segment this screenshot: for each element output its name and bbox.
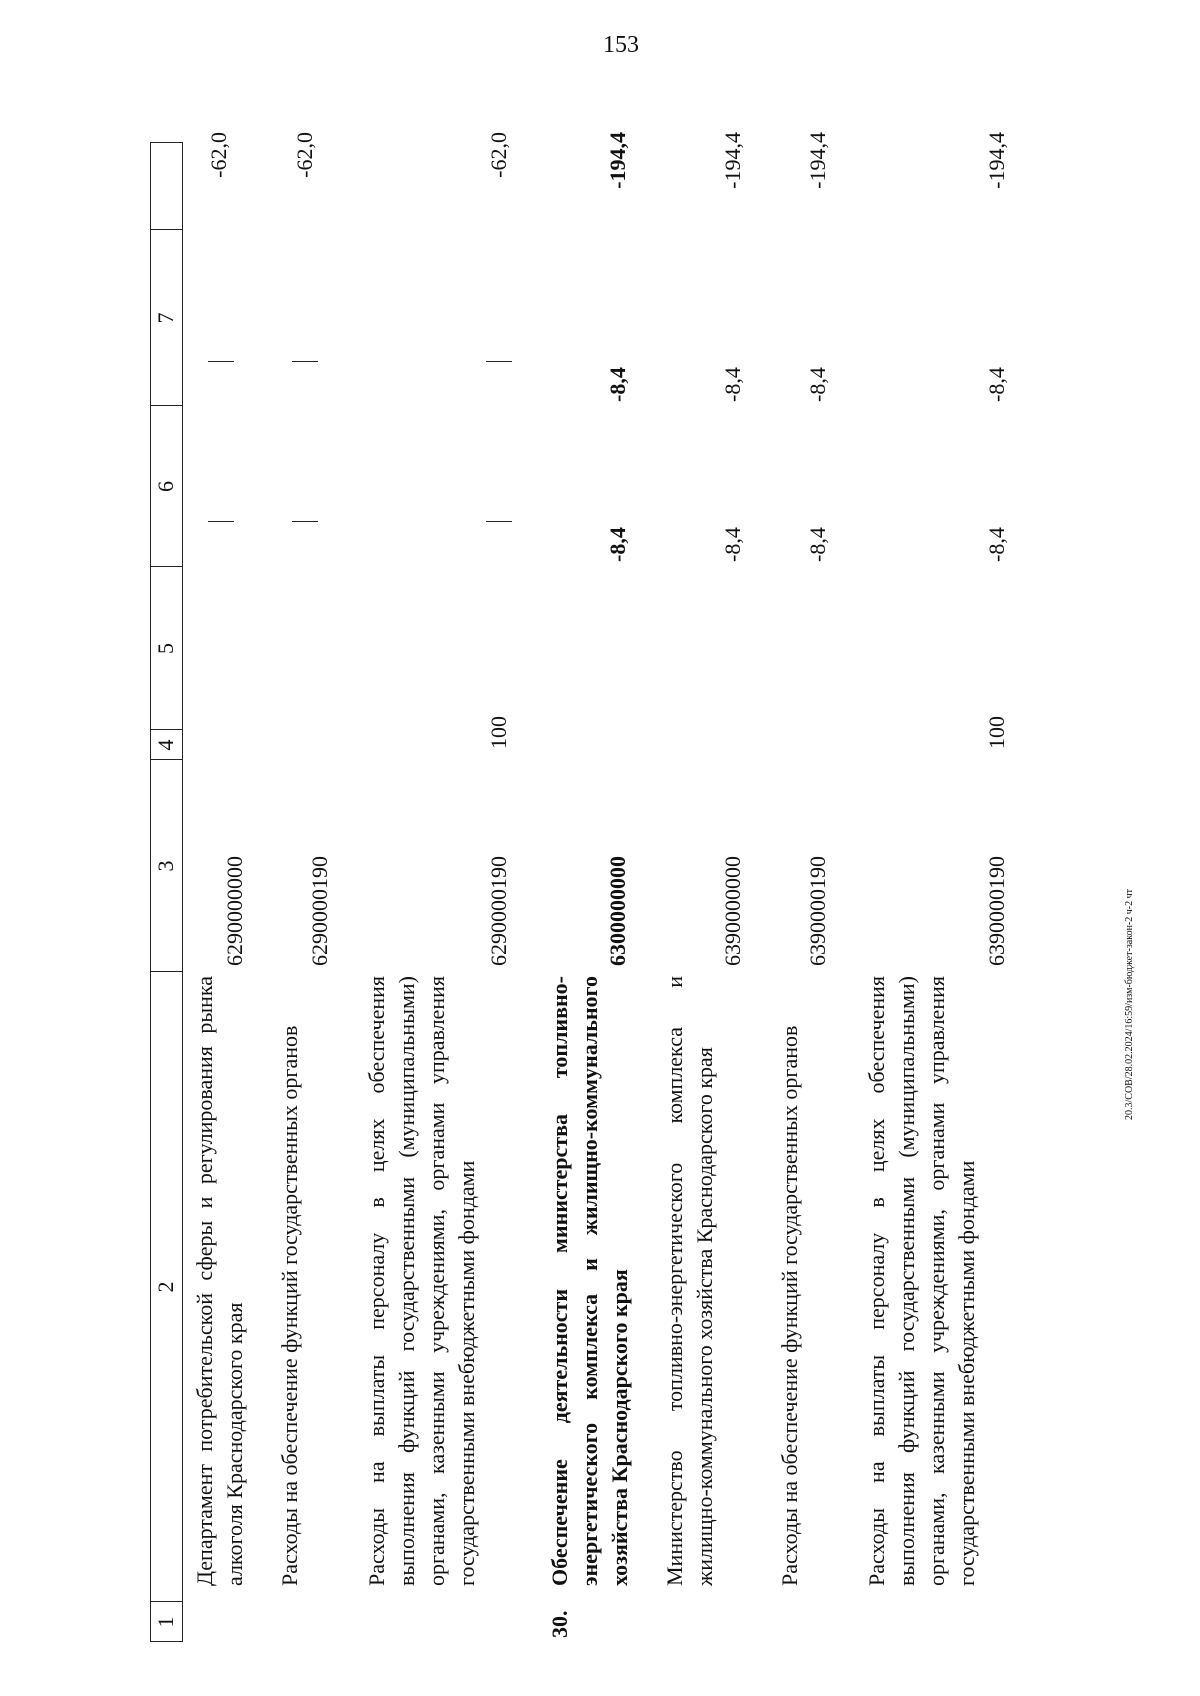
header-col-4: 4 bbox=[153, 739, 178, 751]
header-bottom-border bbox=[182, 142, 183, 1642]
row-2-code: 6290000190 bbox=[307, 856, 332, 966]
row-6-name: Расходы на обеспечение функций государственных органов bbox=[777, 1025, 802, 1586]
row-5-col7: -194,4 bbox=[720, 132, 745, 189]
header-col-2: 2 bbox=[153, 1281, 178, 1293]
row-1-col6-dash bbox=[208, 361, 234, 362]
row-2-name: Расходы на обеспечение функций государственных органов bbox=[277, 1025, 302, 1586]
row-5-name: Министерство топливно-энергетического комплекса и жилищно-коммунального хозяйства Краснодарского края bbox=[662, 976, 717, 1586]
budget-table bbox=[150, 132, 1070, 1642]
row-5-code: 6390000000 bbox=[720, 856, 745, 966]
row-7-name: Расходы на выплаты персоналу в целях обеспечения выполнения функций государственными (муниципальными) органами, казенными учреждениями, органами управления государственными внебюджетными фондами bbox=[864, 976, 979, 1586]
row-6-col5: -8,4 bbox=[805, 527, 830, 562]
row-4-code: 6300000000 bbox=[605, 856, 630, 966]
row-3-code: 6290000190 bbox=[486, 856, 511, 966]
row-4-col6: -8,4 bbox=[605, 367, 630, 402]
row-6-col7: -194,4 bbox=[805, 132, 830, 189]
row-1-code: 6290000000 bbox=[222, 856, 247, 966]
header-col-5: 5 bbox=[153, 643, 178, 654]
row-3-col6-dash bbox=[486, 361, 512, 362]
row-5-col6: -8,4 bbox=[720, 367, 745, 402]
table-top-border bbox=[150, 142, 151, 1642]
row-7-type: 100 bbox=[984, 716, 1009, 749]
row-2-col6-dash bbox=[292, 361, 318, 362]
row-2-col5-dash bbox=[292, 521, 318, 522]
row-4-name: Обеспечение деятельности министерства топливно-энергетического комплекса и жилищно-коммунального хозяйства Краснодарского края bbox=[547, 976, 632, 1586]
row-3-type: 100 bbox=[486, 716, 511, 749]
row-1-col5-dash bbox=[208, 521, 234, 522]
row-3-col7: -62,0 bbox=[486, 132, 511, 178]
header-col-6: 6 bbox=[153, 481, 178, 492]
col-border bbox=[150, 142, 182, 143]
row-5-col5: -8,4 bbox=[720, 527, 745, 562]
row-6-col6: -8,4 bbox=[805, 367, 830, 402]
header-col-7: 7 bbox=[153, 312, 178, 324]
row-4-number: 30. bbox=[547, 1610, 572, 1638]
page-number: 153 bbox=[603, 32, 639, 58]
row-4-col5: -8,4 bbox=[605, 527, 630, 562]
row-1-col7: -62,0 bbox=[206, 132, 231, 178]
row-7-col7: -194,4 bbox=[984, 132, 1009, 189]
row-7-code: 6390000190 bbox=[984, 856, 1009, 966]
row-2-col7: -62,0 bbox=[292, 132, 317, 178]
row-3-name: Расходы на выплаты персоналу в целях обеспечения выполнения функций государственными (муниципальными) органами, казенными учреждениями, органами управления государственными внебюджетными фондами bbox=[364, 976, 479, 1586]
row-6-code: 6390000190 bbox=[805, 856, 830, 966]
header-col-1: 1 bbox=[153, 1616, 178, 1628]
row-1-name: Департамент потребительской сферы и регулирования рынка алкоголя Краснодарского края bbox=[192, 976, 247, 1586]
header-col-3: 3 bbox=[153, 860, 178, 872]
footer-code: 20.3/СОВ/28.02.2024/16:59/изм-бюджет-закон-2 ч-2 чт bbox=[1124, 888, 1135, 1120]
row-7-col5: -8,4 bbox=[984, 527, 1009, 562]
row-3-col5-dash bbox=[486, 521, 512, 522]
row-7-col6: -8,4 bbox=[984, 367, 1009, 402]
row-4-col7: -194,4 bbox=[605, 132, 630, 189]
